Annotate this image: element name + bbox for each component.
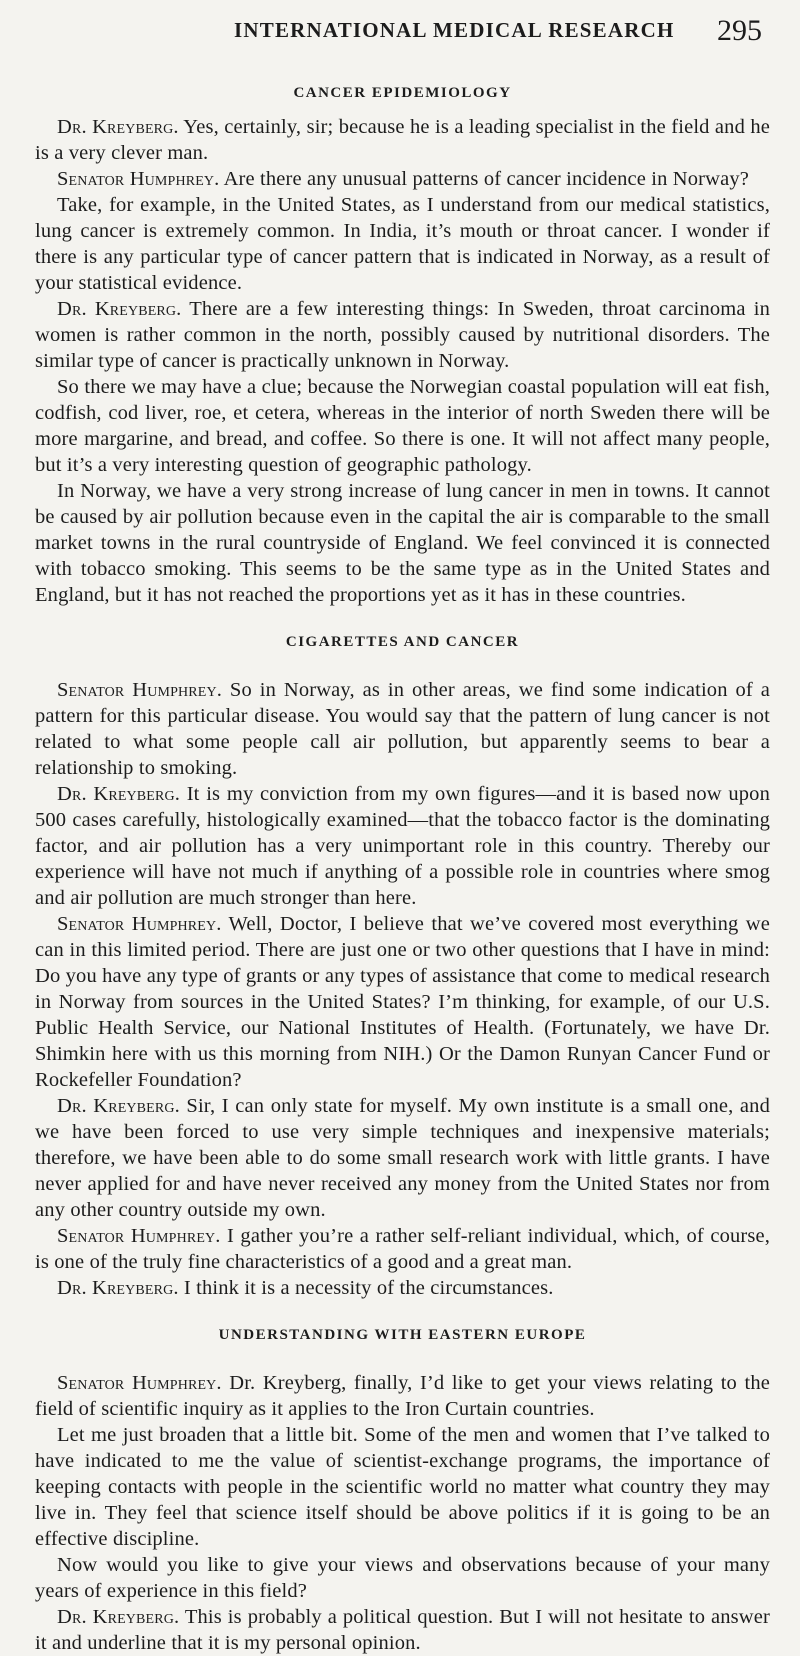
speaker-name: Dr. Kreyberg. (57, 783, 181, 805)
paragraph (35, 911, 770, 1093)
page-body (35, 85, 770, 1656)
paragraph-text: Are there any unusual patterns of cancer incidence in Norway? (219, 168, 749, 190)
speaker-name: Dr. Kreyberg. (57, 1606, 180, 1628)
speaker-name: Senator Humphrey. (57, 1372, 222, 1394)
paragraph (35, 677, 770, 781)
paragraph (35, 296, 770, 374)
paragraph (35, 166, 770, 192)
paragraph-text: There are a few interesting things: In Sweden, throat carcinoma in women is rather common in the north, possibly caused by nutritional disorders. The similar type of cancer is practically unknown in Norway. (35, 298, 770, 372)
paragraph (35, 1422, 770, 1552)
paragraph-text: Let me just broaden that a little bit. Some of the men and women that I’ve talked to have indicated to me the value of scientist-exchange programs, the importance of keeping contacts with people in the scientific world no matter what country they may live in. They feel that science itself should be above politics if it is going to be an effective discipline. (35, 1424, 770, 1550)
paragraph-text: Dr. Kreyberg, finally, I’d like to get your views relating to the field of scientific inquiry as it applies to the Iron Curtain countries. (35, 1372, 770, 1420)
paragraph (35, 192, 770, 296)
paragraph-text: Now would you like to give your views and observations because of your many years of experience in this field? (35, 1554, 770, 1602)
section-heading: CIGARETTES AND CANCER (285, 634, 520, 650)
paragraph (35, 1093, 770, 1223)
speaker-name: Dr. Kreyberg. (57, 1095, 180, 1117)
speaker-name: Senator Humphrey. (57, 913, 222, 935)
speaker-name: Senator Humphrey. (57, 168, 220, 190)
paragraph-text: So there we may have a clue; because the Norwegian coastal population will eat fish, codfish, cod liver, roe, et cetera, whereas in the interior of north Sweden there will be more margarine, and bread, and coffee. So there is one. It will not affect many people, but it’s a very interesting question of geographic pathology. (35, 376, 770, 476)
running-header (0, 14, 800, 50)
paragraph-text: Yes, certainly, sir; because he is a leading specialist in the field and he is a very clever man. (35, 116, 770, 164)
paragraph (35, 1223, 770, 1275)
speaker-name: Senator Humphrey. (57, 1225, 221, 1247)
paragraph-text: So in Norway, as in other areas, we find some indication of a pattern for this particular disease. You would say that the pattern of lung cancer is not related to what some people call air pollution, but apparently seems to bear a relationship to smoking. (35, 679, 770, 779)
speaker-name: Senator Humphrey. (57, 679, 223, 701)
paragraph-text: In Norway, we have a very strong increase of lung cancer in men in towns. It cannot be caused by air pollution because even in the capital the air is comparable to the small market towns in the rural countryside of England. We feel convinced it is connected with tobacco smoking. This seems to be the same type as in the United States and England, but it has not reached the proportions yet as it has in these countries. (35, 480, 770, 606)
paragraph (35, 1604, 770, 1656)
speaker-name: Dr. Kreyberg. (57, 116, 179, 138)
page-number: 295 (717, 14, 762, 47)
paragraph-text: Take, for example, in the United States, as I understand from our medical statistics, lung cancer is extremely common. In India, it’s mouth or throat cancer. I wonder if there is any particular type of cancer pattern that is indicated in Norway, as a result of your statistical evidence. (35, 194, 770, 294)
paragraph-text: It is my conviction from my own figures—and it is based now upon 500 cases carefully, histologically examined—that the tobacco factor is the dominating factor, and air pollution has a very unimportant role in this country. Thereby our experience will have not much if anything of a possible role in countries where smog and air pollution are much stronger than here. (35, 783, 770, 909)
paragraph-text: I gather you’re a rather self-reliant individual, which, of course, is one of the truly fine characteristics of a good and a great man. (35, 1225, 770, 1273)
speaker-name: Dr. Kreyberg. (57, 298, 182, 320)
paragraph (35, 781, 770, 911)
paragraph (35, 374, 770, 478)
paragraph (35, 114, 770, 166)
speaker-name: Dr. Kreyberg. (57, 1277, 179, 1299)
running-title: INTERNATIONAL MEDICAL RESEARCH (234, 18, 675, 42)
section-heading: UNDERSTANDING WITH EASTERN EUROPE (218, 1327, 587, 1343)
paragraph-text: Well, Doctor, I believe that we’ve covered most everything we can in this limited period. There are just one or two other questions that I have in mind: Do you have any type of grants or any types of assistance that come to medical research in Norway from sources in the United States? I’m thinking, for example, of our U.S. Public Health Service, our National Institutes of Health. (Fortunately, we have Dr. Shimkin here with us this morning from NIH.) Or the Damon Runyan Cancer Fund or Rockefeller Foundation? (35, 913, 770, 1091)
section-heading: CANCER EPIDEMIOLOGY (293, 85, 512, 101)
paragraph (35, 1552, 770, 1604)
paragraph (35, 478, 770, 608)
paragraph (35, 1275, 770, 1301)
paragraph-text: This is probably a political question. But I will not hesitate to answer it and underline that it is my personal opinion. (35, 1606, 770, 1654)
paragraph (35, 1370, 770, 1422)
paragraph-text: Sir, I can only state for myself. My own institute is a small one, and we have been forced to use very simple techniques and inexpensive materials; therefore, we have been able to do some small research work with little grants. I have never applied for and have never received any money from the United States nor from any other country outside my own. (35, 1095, 770, 1221)
paragraph-text: I think it is a necessity of the circumstances. (178, 1277, 554, 1299)
